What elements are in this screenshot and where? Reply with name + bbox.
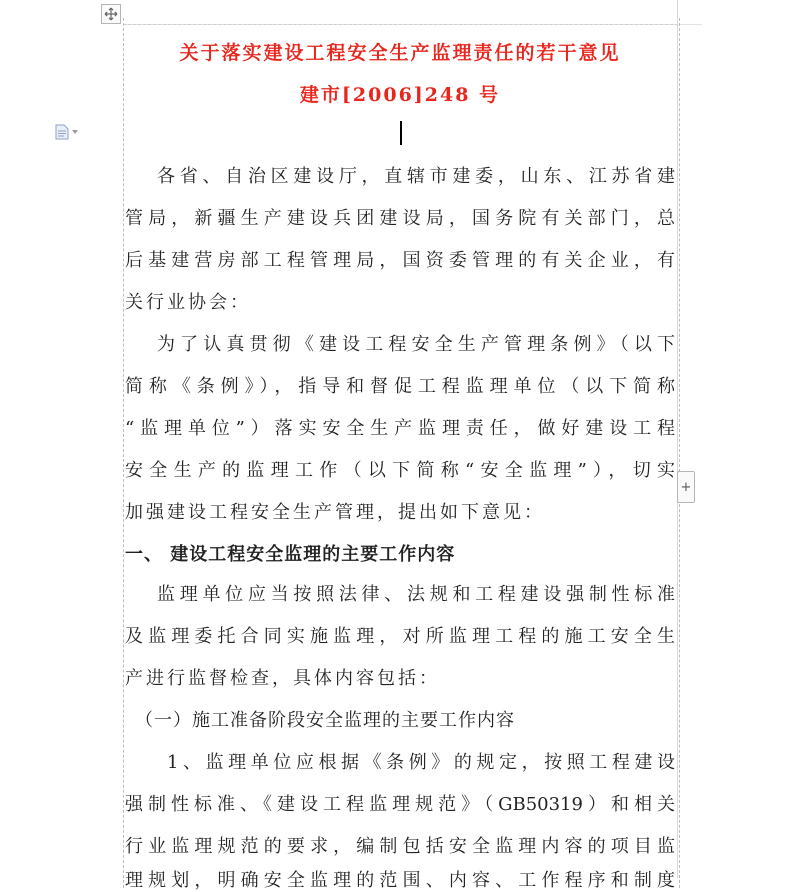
body-line: “监理单位”）落实安全生产监理责任，做好建设工程 <box>125 418 675 439</box>
body-line: 产进行监督检查，具体内容包括： <box>125 668 440 689</box>
body-line: 加强建设工程安全生产管理，提出如下意见： <box>125 502 545 523</box>
body-line: 行业监理规范的要求，编制包括安全监理内容的项目监 <box>125 836 675 857</box>
add-row-button[interactable]: + <box>677 471 695 503</box>
body-line: 及监理委托合同实施监理，对所监理工程的施工安全生 <box>125 626 675 647</box>
body-line: 监理单位应当按照法律、法规和工程建设强制性标准 <box>157 584 675 605</box>
body-line: 1、监理单位应根据《条例》的规定，按照工程建设 <box>167 752 675 773</box>
document-icon <box>55 124 69 140</box>
subsection-heading: （一）施工准备阶段安全监理的主要工作内容 <box>135 710 515 731</box>
body-line: 各省、自治区建设厅，直辖市建委，山东、江苏省建 <box>157 166 675 187</box>
chevron-down-icon <box>72 130 78 134</box>
body-line: 管局，新疆生产建设兵团建设局，国务院有关部门，总 <box>125 208 675 229</box>
move-icon <box>104 7 118 21</box>
document-number: 建市[2006]248 号 <box>299 84 501 106</box>
document-title: 关于落实建设工程安全生产监理责任的若干意见 <box>179 42 621 64</box>
section-heading: 一、 建设工程安全监理的主要工作内容 <box>125 544 456 565</box>
body-line: 安全生产的监理工作（以下简称“安全监理”），切实 <box>125 460 675 481</box>
body-line: 理规划，明确安全监理的范围、内容、工作程序和制度 <box>125 870 675 891</box>
body-line: 为了认真贯彻《建设工程安全生产管理条例》（以下 <box>157 334 675 355</box>
paragraph-options-button[interactable] <box>55 124 78 140</box>
body-line: 后基建营房部工程管理局，国资委管理的有关企业，有 <box>125 250 675 271</box>
body-line: 关行业协会： <box>125 292 251 313</box>
body-line: 简称《条例》），指导和督促工程监理单位（以下简称 <box>125 376 675 397</box>
body-line: 强制性标准、《建设工程监理规范》（GB50319）和相关 <box>125 794 675 815</box>
page-right-edge <box>677 0 678 878</box>
text-cursor <box>400 121 402 145</box>
table-move-handle[interactable] <box>101 4 121 24</box>
